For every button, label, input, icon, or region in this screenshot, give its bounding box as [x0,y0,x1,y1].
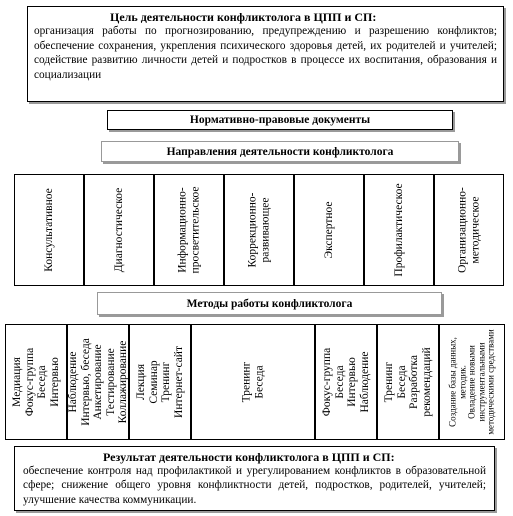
direction-label [323,201,336,258]
method-label-line: Интернет-сайт [172,346,185,418]
method-label-line: Наблюдение [358,351,371,413]
direction-label [247,193,272,268]
direction-label [393,183,406,276]
direction-cell [14,174,84,286]
method-label-line: Лекция [135,363,147,401]
method-label-line: Тренинг [160,361,172,403]
method-label-line: Фокус-группа [23,347,36,417]
direction-cell [434,174,504,286]
method-label-line: Коллажирование [116,340,129,424]
method-cell [67,324,129,440]
direction-label-line: методическое [469,196,481,264]
direction-label-line: Профилактическое [392,183,405,277]
method-label-line: Анкетирование [91,344,104,420]
method-label-line: методическими средствами [485,329,496,435]
direction-label [43,188,56,271]
direction-cell [84,174,154,286]
direction-label-line: развивающее [259,197,271,263]
method-label [241,362,266,403]
method-cell [129,324,191,440]
method-label [11,348,61,416]
method-label-line: Медиация [11,357,23,407]
direction-label-line: Экспертное [322,201,335,259]
method-label-line: Интервью [48,357,61,407]
method-label-line: Тестирование [104,348,117,416]
method-label-line: Интервью [346,357,358,407]
method-cell [5,324,67,440]
direction-label [457,187,482,273]
method-label [135,346,185,418]
direction-label-line: просветительское [189,186,201,274]
method-label-line: Беседа [395,365,408,399]
method-label-line: Беседа [36,365,48,399]
method-label-line: Беседа [333,365,346,399]
method-label-line: инструментальными [475,342,486,422]
method-cell [377,324,439,440]
direction-cell [224,174,294,286]
method-cell [315,324,377,440]
method-label-line: Семинар [147,360,160,404]
methods-header: Методы работы конфликтолога [97,292,442,315]
method-label-line: методик. [456,365,467,399]
method-label [67,338,130,426]
direction-cell [364,174,434,286]
direction-label-line: Консультативное [42,188,55,272]
goal-box [27,6,504,102]
directions-header: Направления деятельности конфликтолога [101,141,459,162]
direction-cell [294,174,364,286]
direction-cell [154,174,224,286]
method-cell [439,324,505,440]
method-label-line: Тренинг [240,361,253,403]
direction-label-line: Диагностическое [112,187,125,273]
method-label-line: Наблюдение [66,351,79,413]
method-label-line: Разработка [408,355,420,409]
method-label [383,347,433,416]
method-cell [191,324,315,440]
direction-label-line: Организационно- [456,187,469,273]
direction-label-line: Информационно- [176,187,189,273]
method-label-line: Фокус-группа [321,347,333,417]
method-label-line: Создание базы данных, [447,337,458,427]
method-label-line: рекомендаций [420,347,433,417]
goal-title: Цель деятельности конфликтолога в ЦПП и СП: [110,10,377,24]
goal-text: организация работы по прогнозированию, предупреждению и разрешению конфликтов; обеспечение сохранения, укрепления психического здоровья детей, их родителей и учителей; содействие развитию личности детей и подростков в процессе их воспитания, образования и социализации [34,25,497,81]
result-title: Результат деятельности конфликтолога в ЦПП и СП: [103,450,395,464]
method-label-line: Тренинг [383,361,395,403]
result-box [14,446,495,511]
method-label [321,348,371,416]
direction-label [177,187,202,274]
method-label-line: Овладение новыми [466,345,477,419]
direction-label [113,188,126,273]
method-label [448,329,496,434]
method-label-line: Беседа [253,365,265,399]
regulatory-documents-box: Нормативно-правовые документы [107,110,453,130]
method-label-line: Интервью, беседа [79,338,92,426]
direction-label-line: Коррекционно- [246,192,259,268]
result-text: обеспечение контроля над профилактикой и урегулированием конфликтов в образовательной сфере; снижение общего уровня конфликтности детей, подростков, родителей, учителей; улучшение качества коммуникации. [23,465,486,506]
